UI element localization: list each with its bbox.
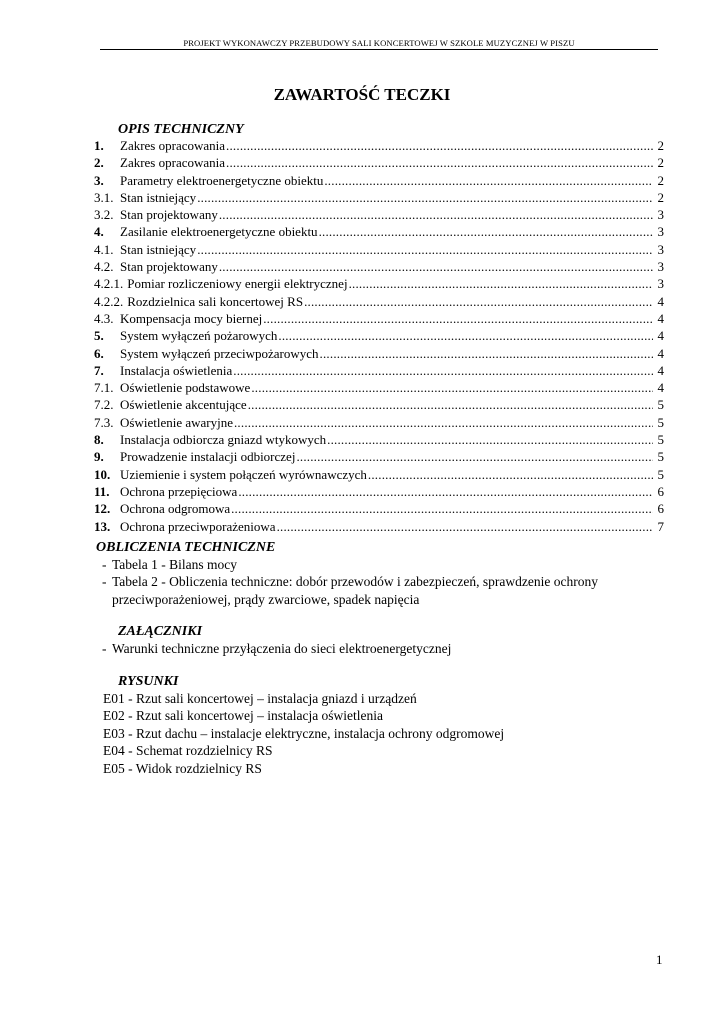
toc-entry — [94, 258, 664, 275]
toc-leader-dots — [197, 189, 653, 206]
toc-entry-title: Oświetlenie awaryjne — [120, 414, 233, 430]
obliczenia-heading: OBLICZENIA TECHNICZNE — [96, 540, 276, 555]
toc-leader-dots — [296, 448, 653, 465]
toc-entry-title: Stan istniejący — [120, 241, 197, 257]
toc-entry-page: 4 — [657, 362, 664, 378]
list-item-text: Tabela 2 - Obliczenia techniczne: dobór przewodów i zabezpieczeń, sprawdzenie ochrony przeciwporażeniowej, prądy zwarciowe, spadek napięcia — [112, 574, 598, 607]
toc-entry-title: Stan istniejący — [120, 189, 197, 205]
toc-entry-page: 4 — [657, 345, 664, 361]
toc-leader-dots — [304, 293, 653, 310]
toc-entry-page: 5 — [657, 432, 664, 448]
toc-leader-dots — [231, 500, 653, 517]
toc-entry-page: 3 — [657, 207, 664, 223]
list-item — [96, 556, 656, 573]
toc-entry — [94, 500, 664, 517]
toc-entry-title: Kompensacja mocy biernej — [120, 310, 263, 326]
toc-entry-page: 7 — [657, 518, 664, 534]
toc-entry-number: 3.1. — [94, 189, 114, 205]
toc-entry-number: 3. — [94, 172, 104, 188]
toc-entry — [94, 483, 664, 500]
toc-entry — [94, 137, 664, 154]
toc-entry — [94, 189, 664, 206]
page-number: 1 — [656, 952, 663, 967]
toc-entry-page: 3 — [657, 241, 664, 257]
toc-entry — [94, 345, 664, 362]
toc-leader-dots — [251, 379, 653, 396]
toc-entry-number: 13. — [94, 518, 111, 534]
toc-leader-dots — [197, 241, 653, 258]
toc-entry-title: Zakres opracowania — [120, 138, 226, 153]
drawing-item: E01 - Rzut sali koncertowej – instalacja gniazd i urządzeń — [103, 691, 417, 706]
toc-entry-number: 8. — [94, 432, 104, 448]
toc-entry — [94, 327, 664, 344]
toc-entry-number: 9. — [94, 449, 104, 465]
toc-entry-page: 2 — [657, 138, 664, 153]
toc-entry-page: 3 — [657, 224, 664, 240]
toc-entry-title: Zakres opracowania — [120, 155, 226, 171]
toc-entry-number: 4.3. — [94, 310, 114, 326]
list-dash: - — [102, 557, 107, 572]
toc-entry-page: 3 — [657, 276, 664, 292]
toc-leader-dots — [219, 258, 653, 275]
toc-entry — [94, 206, 664, 223]
toc-entry-page: 2 — [657, 189, 664, 205]
toc-entry-title: Instalacja odbiorcza gniazd wtykowych — [120, 432, 327, 448]
toc-leader-dots — [278, 327, 653, 344]
toc-entry — [94, 172, 664, 189]
toc-entry-page: 2 — [657, 172, 664, 188]
toc-entry-page: 5 — [657, 414, 664, 430]
toc-entry-page: 3 — [657, 259, 664, 275]
list-item — [96, 573, 656, 608]
toc-entry-title: Rozdzielnica sali koncertowej RS — [127, 293, 304, 309]
toc-entry-number: 4.2.2. — [94, 293, 124, 309]
opis-heading: OPIS TECHNICZNY — [118, 122, 244, 137]
toc-entry-number: 4.1. — [94, 241, 114, 257]
toc-entry-number: 7.3. — [94, 414, 114, 430]
toc-entry-title: Instalacja oświetlenia — [120, 362, 233, 378]
drawing-item: E04 - Schemat rozdzielnicy RS — [103, 743, 273, 759]
toc-entry-title: Ochrona przepięciowa — [120, 483, 238, 499]
toc-leader-dots — [226, 154, 653, 171]
toc-entry — [94, 223, 664, 240]
toc-leader-dots — [277, 518, 653, 535]
toc-entry-number: 2. — [94, 155, 104, 171]
toc-entry — [94, 154, 664, 171]
list-item — [96, 640, 656, 657]
toc-entry-number: 5. — [94, 328, 104, 344]
toc-leader-dots — [327, 431, 653, 448]
toc-entry-number: 6. — [94, 345, 104, 361]
toc-entry-title: Ochrona odgromowa — [120, 501, 231, 517]
list-dash: - — [102, 641, 107, 656]
toc-entry — [94, 362, 664, 379]
toc-entry-title: Ochrona przeciwporażeniowa — [120, 518, 276, 534]
toc-leader-dots — [324, 172, 653, 189]
toc-leader-dots — [226, 137, 653, 154]
toc-leader-dots — [219, 206, 653, 223]
toc-entry — [94, 431, 664, 448]
toc-entry-title: System wyłączeń pożarowych — [120, 328, 278, 344]
toc-entry-page: 5 — [657, 397, 664, 413]
toc-leader-dots — [263, 310, 653, 327]
list-dash: - — [102, 574, 107, 590]
toc-entry-title: Stan projektowany — [120, 259, 218, 275]
toc-entry-number: 4. — [94, 224, 104, 240]
list-item-text: Warunki techniczne przyłączenia do sieci elektroenergetycznej — [112, 641, 452, 656]
toc-entry-number: 7.2. — [94, 397, 114, 413]
toc-entry — [94, 275, 664, 292]
drawing-item: E02 - Rzut sali koncertowej – instalacja oświetlenia — [103, 708, 384, 724]
toc-entry-title: Oświetlenie podstawowe — [120, 380, 251, 396]
running-header: PROJEKT WYKONAWCZY PRZEBUDOWY SALI KONCERTOWEJ W SZKOLE MUZYCZNEJ W PISZU — [100, 38, 658, 50]
toc-entry-page: 4 — [657, 293, 664, 309]
zalaczniki-list — [96, 640, 656, 657]
toc-leader-dots — [320, 345, 653, 362]
toc-entry — [94, 448, 664, 465]
toc-leader-dots — [233, 362, 653, 379]
toc-entry-page: 4 — [657, 310, 664, 326]
toc-entry-title: Pomiar rozliczeniowy energii elektrycznej — [127, 276, 348, 292]
drawing-item: E05 - Widok rozdzielnicy RS — [103, 760, 262, 776]
toc-entry-number: 7. — [94, 362, 104, 378]
drawing-item: E03 - Rzut dachu – instalacje elektryczne, instalacja ochrony odgromowej — [103, 725, 505, 741]
zalaczniki-heading: ZAŁĄCZNIKI — [118, 624, 203, 639]
toc-entry-title: System wyłączeń przeciwpożarowych — [120, 345, 319, 361]
toc-entry — [94, 396, 664, 413]
toc-leader-dots — [248, 396, 653, 413]
toc-leader-dots — [368, 466, 653, 483]
toc-entry-number: 10. — [94, 466, 111, 482]
toc-entry — [94, 293, 664, 310]
toc-entry-number: 4.2.1. — [94, 276, 124, 292]
table-of-contents — [94, 137, 664, 535]
rysunki-list — [103, 690, 663, 777]
toc-entry-page: 5 — [657, 449, 664, 465]
toc-entry-title: Oświetlenie akcentujące — [120, 397, 247, 413]
toc-entry-page: 4 — [657, 328, 664, 344]
toc-entry — [94, 414, 664, 431]
toc-entry-number: 1. — [94, 138, 104, 153]
toc-entry-title: Parametry elektroenergetyczne obiektu — [120, 172, 324, 188]
toc-entry — [94, 466, 664, 483]
list-item-text: Tabela 1 - Bilans mocy — [112, 557, 238, 572]
page-title: ZAWARTOŚĆ TECZKI — [273, 85, 451, 104]
toc-entry — [94, 518, 664, 535]
toc-entry-number: 12. — [94, 501, 111, 517]
toc-entry-number: 3.2. — [94, 207, 114, 223]
obliczenia-list — [96, 556, 656, 608]
toc-entry — [94, 310, 664, 327]
rysunki-heading: RYSUNKI — [118, 674, 179, 689]
toc-leader-dots — [319, 223, 653, 240]
toc-entry-page: 6 — [657, 501, 664, 517]
toc-leader-dots — [238, 483, 653, 500]
toc-entry-page: 2 — [657, 155, 664, 171]
toc-entry-title: Prowadzenie instalacji odbiorczej — [120, 449, 296, 465]
toc-entry-number: 11. — [94, 483, 110, 499]
toc-entry-number: 4.2. — [94, 259, 114, 275]
toc-entry-page: 6 — [657, 483, 664, 499]
toc-entry-title: Zasilanie elektroenergetyczne obiektu — [120, 224, 318, 240]
toc-leader-dots — [349, 275, 653, 292]
toc-entry — [94, 241, 664, 258]
toc-entry-title: Stan projektowany — [120, 207, 218, 223]
toc-entry-page: 5 — [657, 466, 664, 482]
toc-entry-page: 4 — [657, 380, 664, 396]
toc-entry-title: Uziemienie i system połączeń wyrównawczych — [120, 466, 367, 482]
toc-entry — [94, 379, 664, 396]
toc-leader-dots — [234, 414, 653, 431]
toc-entry-number: 7.1. — [94, 380, 114, 396]
